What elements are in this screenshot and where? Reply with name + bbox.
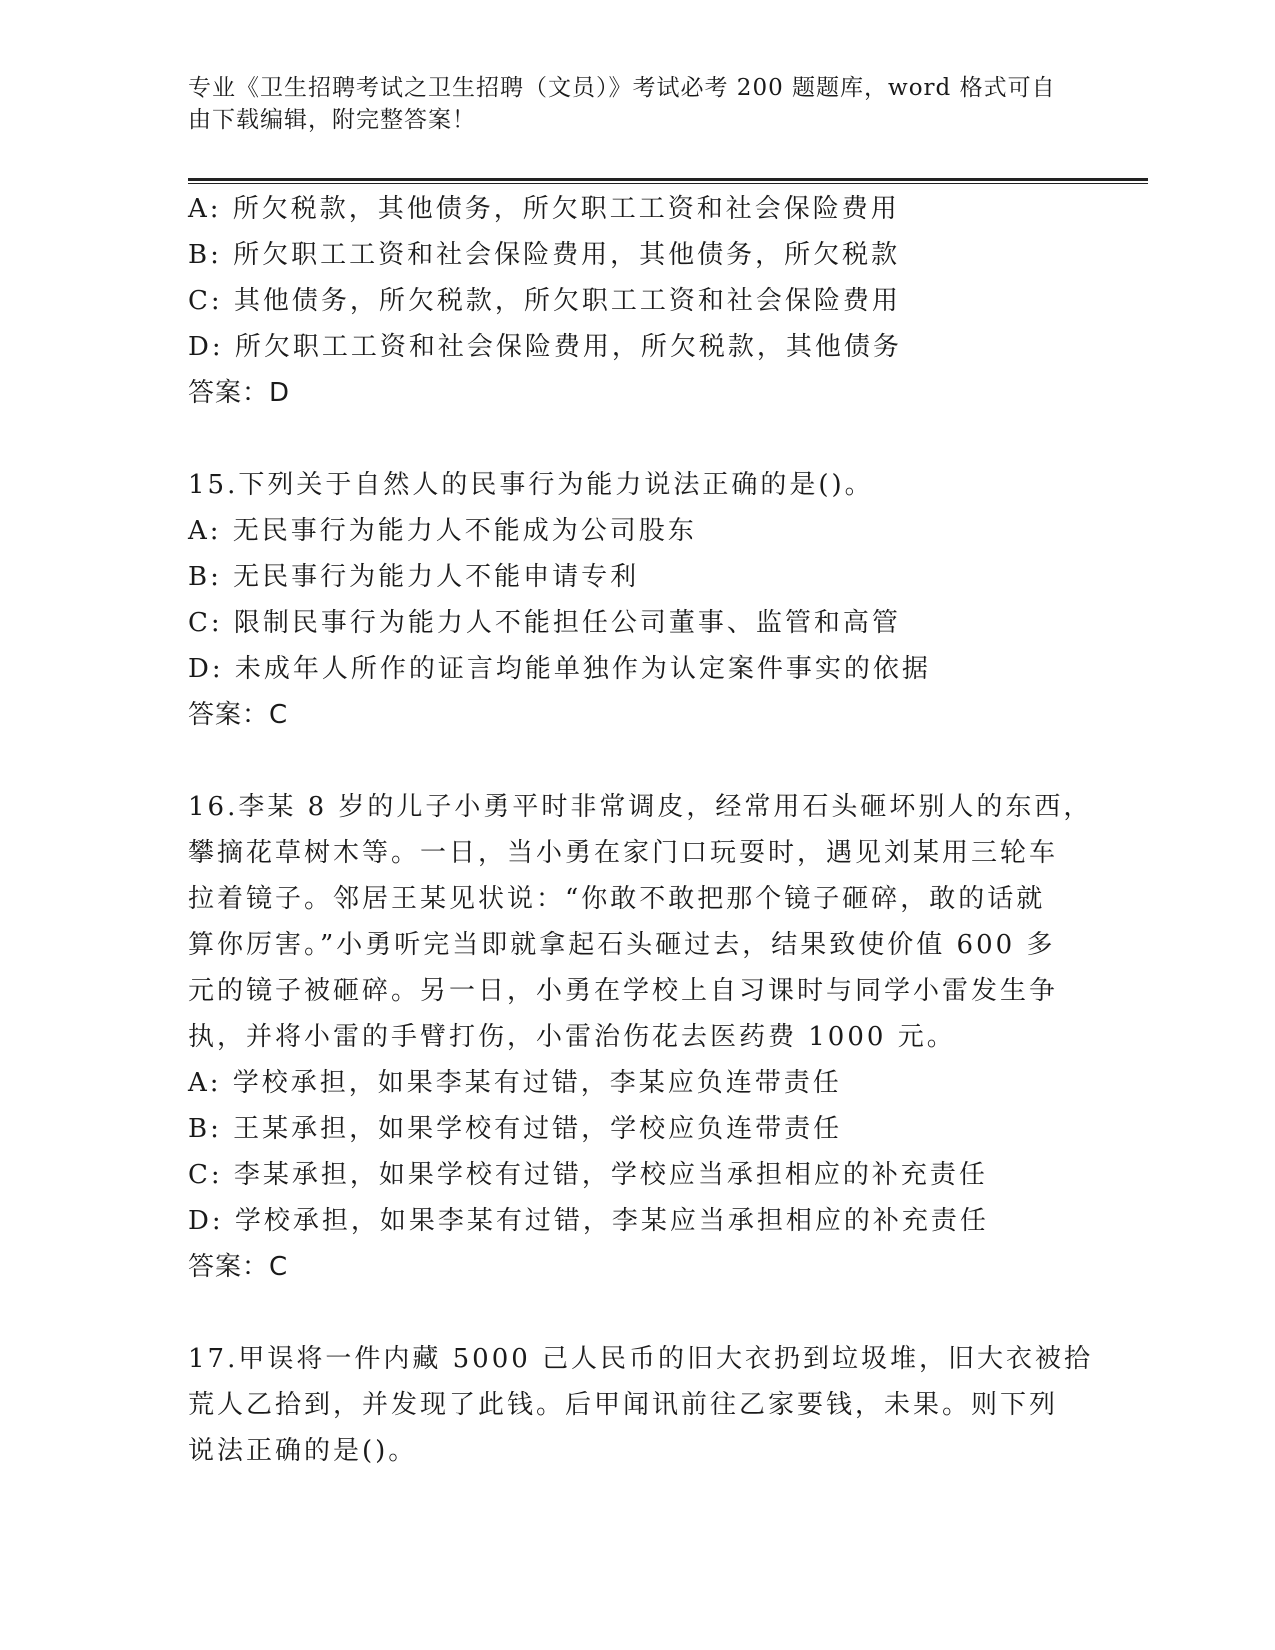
spacer bbox=[188, 1290, 1068, 1336]
q16-question-line: 元的镜子被砸碎。另一日，小勇在学校上自习课时与同学小雷发生争 bbox=[188, 976, 1059, 1006]
q17-question-line: 说法正确的是()。 bbox=[188, 1436, 418, 1466]
q14-option-d: D: 所欠职工工资和社会保险费用，所欠税款，其他债务 bbox=[188, 332, 902, 362]
q15-answer: 答案：C bbox=[188, 700, 289, 730]
q14-answer: 答案：D bbox=[188, 378, 291, 408]
q15-option-d: D: 未成年人所作的证言均能单独作为认定案件事实的依据 bbox=[188, 654, 931, 684]
q15-option-c: C: 限制民事行为能力人不能担任公司董事、监管和高管 bbox=[188, 608, 901, 638]
q16-question-line: 16.李某 8 岁的儿子小勇平时非常调皮，经常用石头砸坏别人的东西， bbox=[188, 792, 1093, 822]
q16-answer: 答案：C bbox=[188, 1252, 289, 1282]
q16-question-line: 拉着镜子。邻居王某见状说：“你敢不敢把那个镜子砸碎，敢的话就 bbox=[188, 884, 1046, 914]
question-14-block bbox=[188, 186, 1068, 416]
q17-question-line: 17.甲误将一件内藏 5000 己人民币的旧大衣扔到垃圾堆，旧大衣被拾 bbox=[188, 1344, 1094, 1374]
q16-option-d: D: 学校承担，如果李某有过错，李某应当承担相应的补充责任 bbox=[188, 1206, 989, 1236]
q16-question-line: 攀摘花草树木等。一日，当小勇在家门口玩耍时，遇见刘某用三轮车 bbox=[188, 838, 1059, 868]
spacer bbox=[188, 416, 1068, 462]
header-divider-thick bbox=[188, 178, 1148, 181]
document-header: 专业《卫生招聘考试之卫生招聘（文员）》考试必考 200 题题库，word 格式可自由下载编辑，附完整答案！ bbox=[188, 75, 1056, 133]
q14-option-b: B: 所欠职工工资和社会保险费用，其他债务，所欠税款 bbox=[188, 240, 901, 270]
q16-question-line: 执，并将小雷的手臂打伤，小雷治伤花去医药费 1000 元。 bbox=[188, 1022, 956, 1052]
q17-question-line: 荒人乙拾到，并发现了此钱。后甲闻讯前往乙家要钱，未果。则下列 bbox=[188, 1390, 1059, 1420]
q15-option-a: A: 无民事行为能力人不能成为公司股东 bbox=[188, 516, 697, 546]
question-17-block bbox=[188, 1336, 1094, 1474]
q16-question-line: 算你厉害。”小勇听完当即就拿起石头砸过去，结果致使价值 600 多 bbox=[188, 930, 1056, 960]
header-divider-thin bbox=[188, 183, 1148, 184]
document-body bbox=[188, 186, 1094, 1474]
q15-question: 15.下列关于自然人的民事行为能力说法正确的是()。 bbox=[188, 470, 874, 500]
question-15-block bbox=[188, 462, 1068, 738]
q14-option-a: A: 所欠税款，其他债务，所欠职工工资和社会保险费用 bbox=[188, 194, 900, 224]
q16-option-b: B: 王某承担，如果学校有过错，学校应负连带责任 bbox=[188, 1114, 843, 1144]
q16-option-c: C: 李某承担，如果学校有过错，学校应当承担相应的补充责任 bbox=[188, 1160, 988, 1190]
q15-option-b: B: 无民事行为能力人不能申请专利 bbox=[188, 562, 640, 592]
spacer bbox=[188, 738, 1068, 784]
q14-option-c: C: 其他债务，所欠税款，所欠职工工资和社会保险费用 bbox=[188, 286, 901, 316]
question-16-block bbox=[188, 784, 1093, 1290]
q16-option-a: A: 学校承担，如果李某有过错，李某应负连带责任 bbox=[188, 1068, 842, 1098]
